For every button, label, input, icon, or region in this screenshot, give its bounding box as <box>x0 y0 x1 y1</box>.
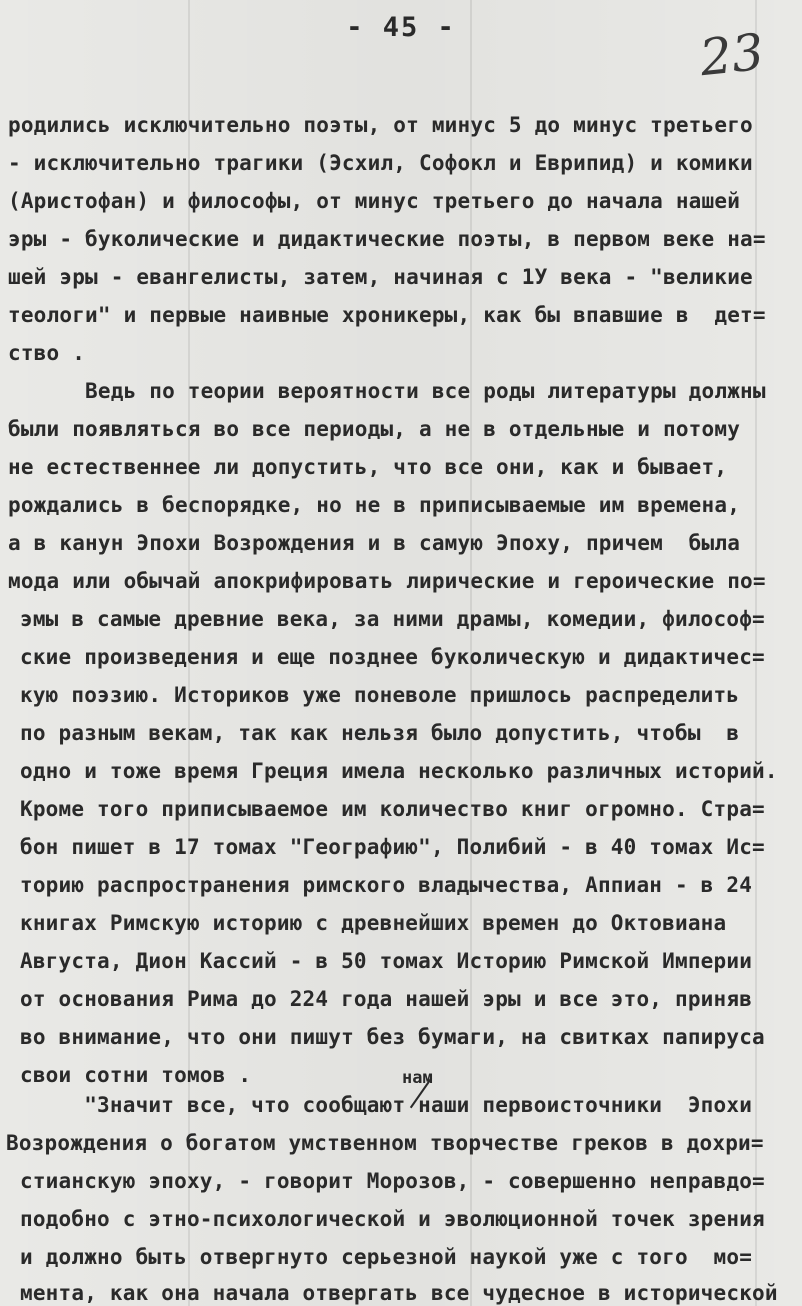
text-line: эмы в самые древние века, за ними драмы, комедии, философ= <box>20 607 765 631</box>
text-line: подобно с этно-психологической и эволюционной точек зрения <box>20 1207 765 1231</box>
text-line: мента, как она начала отвергать все чудесное в исторической <box>20 1281 778 1305</box>
text-line: стианскую эпоху, - говорит Морозов, - совершенно неправдо= <box>20 1169 765 1193</box>
text-line: от основания Рима до 224 года нашей эры и все это, приняв <box>20 987 753 1011</box>
handwritten-folio-number: 23 <box>697 22 767 88</box>
text-line: по разным векам, так как нельзя было допустить, чтобы в <box>20 721 740 745</box>
text-line: (Аристофан) и философы, от минус третьего до начала нашей <box>8 189 741 213</box>
text-line: мода или обычай апокрифировать лирические и героические по= <box>8 569 766 593</box>
text-line: свои сотни томов . <box>20 1063 252 1087</box>
text-line: шей эры - евангелисты, затем, начиная с 1У века - "великие <box>8 265 753 289</box>
text-line: ство . <box>8 341 86 365</box>
page-number: - 45 - <box>346 12 456 43</box>
text-line: Возрождения о богатом умственном творчестве греков в дохри= <box>6 1131 764 1155</box>
text-line: не естественнее ли допустить, что все они, как и бывает, <box>8 455 728 479</box>
text-line: ские произведения и еще позднее буколическую и дидактичес= <box>20 645 765 669</box>
text-line: торию распространения римского владычества, Аппиан - в 24 <box>20 873 753 897</box>
text-line: теологи" и первые наивные хроникеры, как бы впавшие в дет= <box>8 303 766 327</box>
text-line: Ведь по теории вероятности все роды литературы должны <box>8 379 766 403</box>
text-line: родились исключительно поэты, от минус 5 до минус третьего <box>8 113 753 137</box>
text-line: Августа, Дион Кассий - в 50 томах Историю Римской Империи <box>20 949 753 973</box>
text-line: рождались в беспорядке, но не в приписываемые им времена, <box>8 493 741 517</box>
text-line: и должно быть отвергнуто серьезной наукой уже с того мо= <box>20 1245 753 1269</box>
text-line: были появляться во все периоды, а не в отдельные и потому <box>8 417 741 441</box>
text-line: книгах Римскую историю с древнейших времен до Октовиана <box>20 911 727 935</box>
text-line: а в канун Эпохи Возрождения и в самую Эпоху, причем была <box>8 531 741 555</box>
text-line: одно и тоже время Греция имела несколько различных историй. <box>20 759 778 783</box>
text-line: во внимание, что они пишут без бумаги, на свитках папируса <box>20 1025 765 1049</box>
handwritten-insertion: нам <box>402 1068 433 1088</box>
text-line: кую поэзию. Историков уже поневоле пришлось распределить <box>20 683 740 707</box>
text-line: бон пишет в 17 томах "Географию", Полибий - в 40 томах Ис= <box>20 835 765 859</box>
text-line: эры - буколические и дидактические поэты, в первом веке на= <box>8 227 766 251</box>
text-line: - исключительно трагики (Эсхил, Софокл и Еврипид) и комики <box>8 151 753 175</box>
text-line: "Значит все, что сообщают наши первоисточники Эпохи <box>20 1093 753 1117</box>
text-line: Кроме того приписываемое им количество книг огромно. Стра= <box>20 797 765 821</box>
